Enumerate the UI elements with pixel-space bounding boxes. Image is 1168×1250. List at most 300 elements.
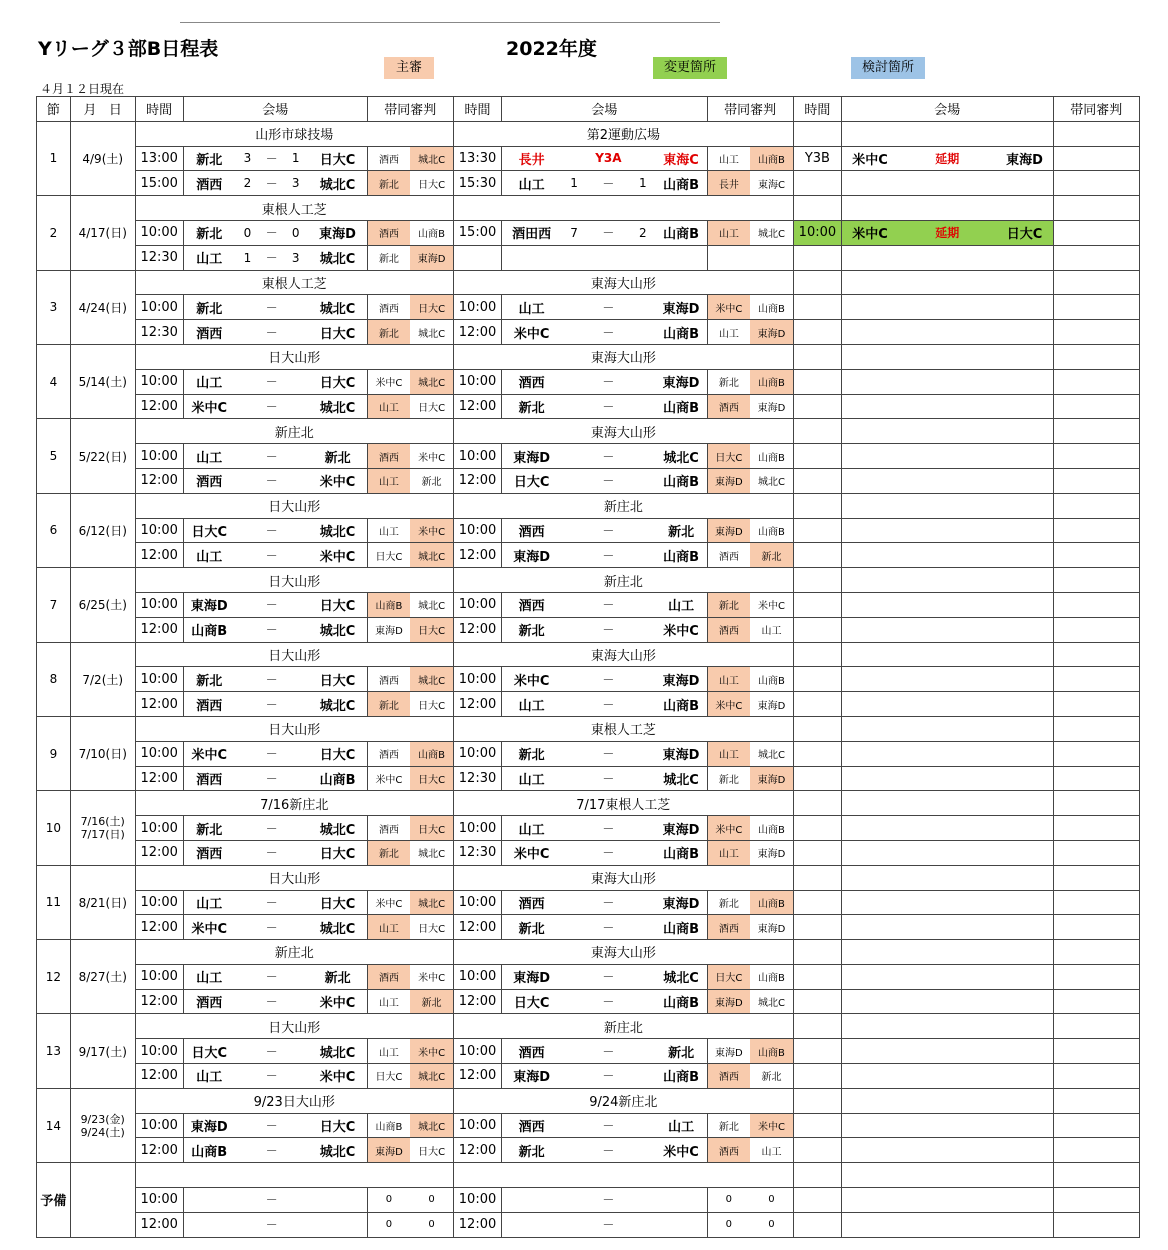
away-score <box>630 692 656 717</box>
match-time: 10:00 <box>453 369 501 394</box>
score-separator: － <box>587 1188 630 1213</box>
venue-row <box>37 270 1140 295</box>
referee-2: 東海D <box>750 394 793 419</box>
away-score: 3 <box>283 245 309 270</box>
away-team: 日大C <box>309 146 368 171</box>
match-row <box>37 369 1140 394</box>
match-row <box>37 592 1140 617</box>
reserve-row <box>37 1188 1140 1213</box>
match-row <box>37 989 1140 1014</box>
empty-cell <box>1053 989 1139 1014</box>
match-time: 12:00 <box>135 394 183 419</box>
away-team: 東海D <box>656 890 707 915</box>
match-time: 10:00 <box>453 667 501 692</box>
match-time: 12:00 <box>453 320 501 345</box>
home-score <box>561 816 587 841</box>
home-team: 酒西 <box>502 592 562 617</box>
round-number: 3 <box>37 270 71 344</box>
score-separator: － <box>260 171 283 196</box>
away-score <box>283 964 309 989</box>
round-number: 4 <box>37 344 71 418</box>
match-row <box>37 1138 1140 1163</box>
venue-2: 新庄北 <box>453 1014 793 1039</box>
away-score <box>283 766 309 791</box>
reserve-time: 10:00 <box>135 1188 183 1213</box>
empty-cell <box>793 320 841 345</box>
legend-main-referee: 主審 <box>384 57 434 79</box>
away-team: 城北C <box>309 394 368 419</box>
home-score <box>561 369 587 394</box>
score-separator: － <box>587 468 630 493</box>
away-team: 城北C <box>309 915 368 940</box>
match-time: 10:00 <box>135 518 183 543</box>
referee-2: 山商B <box>750 369 793 394</box>
empty-cell <box>283 1212 309 1237</box>
empty-cell <box>793 816 841 841</box>
round-number: 9 <box>37 716 71 790</box>
empty-cell <box>793 741 841 766</box>
away-team: 東海C <box>656 146 707 171</box>
postponed-label <box>898 171 997 196</box>
away-team: 新北 <box>309 444 368 469</box>
score-separator: － <box>260 766 283 791</box>
score-separator: － <box>587 592 630 617</box>
match-row <box>37 1113 1140 1138</box>
score-separator: － <box>260 964 283 989</box>
referee-1: 山工 <box>707 146 750 171</box>
empty-cell <box>135 1163 453 1188</box>
referee-2: 山商B <box>750 1039 793 1064</box>
empty-cell <box>842 344 1054 369</box>
score-separator: － <box>587 543 630 568</box>
away-team: 山商B <box>656 543 707 568</box>
score-separator: － <box>260 1138 283 1163</box>
empty-cell <box>842 940 1054 965</box>
empty-cell <box>842 766 1054 791</box>
empty-cell <box>235 1188 261 1213</box>
empty-cell <box>1053 865 1139 890</box>
referee-1: 0 <box>367 1188 410 1213</box>
referee-1: 山工 <box>707 220 750 245</box>
away-team: 東海D <box>309 220 368 245</box>
referee-1: 米中C <box>367 890 410 915</box>
home-score <box>561 468 587 493</box>
away-score <box>283 989 309 1014</box>
empty-cell <box>793 989 841 1014</box>
match-time: 12:00 <box>453 989 501 1014</box>
empty-cell <box>793 766 841 791</box>
score-separator <box>587 245 630 270</box>
empty-cell <box>842 196 1054 221</box>
score-separator: － <box>260 816 283 841</box>
referee-2: 山商B <box>750 518 793 543</box>
away-score <box>630 667 656 692</box>
score-separator: － <box>260 518 283 543</box>
venue-1: 7/16新庄北 <box>135 791 453 816</box>
venue-2: 東海大山形 <box>453 642 793 667</box>
away-team: 新北 <box>656 1039 707 1064</box>
venue-2: 東海大山形 <box>453 344 793 369</box>
referee-2: 東海D <box>410 245 453 270</box>
home-team: 東海D <box>502 1064 562 1089</box>
home-team: 酒西 <box>502 1113 562 1138</box>
score-separator: － <box>587 989 630 1014</box>
score-separator: － <box>260 468 283 493</box>
match-time: 10:00 <box>453 518 501 543</box>
venue-2: 東海大山形 <box>453 940 793 965</box>
match-time: 12:00 <box>135 915 183 940</box>
referee-1: 酒西 <box>707 1064 750 1089</box>
empty-cell <box>793 716 841 741</box>
referee-1: 0 <box>707 1212 750 1237</box>
match-row <box>37 543 1140 568</box>
score-separator: － <box>587 1138 630 1163</box>
empty-cell <box>842 444 1054 469</box>
referee-2: 新北 <box>750 543 793 568</box>
home-team-3 <box>842 245 898 270</box>
empty-cell <box>1053 394 1139 419</box>
away-team: 日大C <box>309 890 368 915</box>
home-team: 東海D <box>502 964 562 989</box>
empty-cell <box>1053 171 1139 196</box>
away-team: 米中C <box>309 543 368 568</box>
score-separator: － <box>587 394 630 419</box>
referee-2: 日大C <box>410 766 453 791</box>
match-time-3 <box>793 245 841 270</box>
empty-cell <box>1053 121 1139 146</box>
referee-1: 山商B <box>367 592 410 617</box>
match-time: 10:00 <box>135 741 183 766</box>
home-team: 山工 <box>502 692 562 717</box>
referee-2: 新北 <box>410 468 453 493</box>
away-team: 日大C <box>309 592 368 617</box>
empty-cell <box>561 1188 587 1213</box>
away-team: 日大C <box>309 1113 368 1138</box>
round-number: 1 <box>37 121 71 195</box>
match-time: 15:00 <box>135 171 183 196</box>
empty-cell <box>1053 890 1139 915</box>
away-score <box>283 1138 309 1163</box>
home-score <box>561 1064 587 1089</box>
venue-1: 日大山形 <box>135 642 453 667</box>
referee-1: 新北 <box>367 692 410 717</box>
match-row <box>37 1039 1140 1064</box>
away-score <box>283 915 309 940</box>
venue-2: 新庄北 <box>453 493 793 518</box>
home-score <box>561 444 587 469</box>
referee-2: 米中C <box>750 1113 793 1138</box>
home-team: 米中C <box>502 840 562 865</box>
empty-cell <box>1053 196 1139 221</box>
round-date: 7/2(土) <box>70 642 135 716</box>
empty-cell <box>1053 692 1139 717</box>
away-score: 1 <box>283 146 309 171</box>
referee-1: 酒西 <box>367 295 410 320</box>
referee-2: 東海D <box>750 692 793 717</box>
home-team: 米中C <box>183 741 234 766</box>
away-score <box>630 369 656 394</box>
home-team: 酒西 <box>502 890 562 915</box>
empty-cell <box>1053 1163 1139 1188</box>
home-score <box>561 518 587 543</box>
score-separator: － <box>260 146 283 171</box>
score-separator: － <box>260 617 283 642</box>
col-ref-3: 帯同審判 <box>1053 97 1139 122</box>
away-team: 米中C <box>309 1064 368 1089</box>
empty-cell <box>842 741 1054 766</box>
home-score <box>235 964 261 989</box>
empty-cell <box>1053 1064 1139 1089</box>
empty-cell <box>793 915 841 940</box>
round-number: 10 <box>37 791 71 865</box>
match-time: 10:00 <box>135 1039 183 1064</box>
empty-cell <box>1053 245 1139 270</box>
venue-1: 日大山形 <box>135 865 453 890</box>
empty-cell <box>793 444 841 469</box>
empty-cell <box>1053 444 1139 469</box>
round-date: 9/17(土) <box>70 1014 135 1088</box>
referee-1: 新北 <box>367 840 410 865</box>
away-score <box>283 1064 309 1089</box>
home-score: 1 <box>561 171 587 196</box>
empty-cell <box>793 1088 841 1113</box>
away-score <box>630 295 656 320</box>
referee-1: 0 <box>707 1188 750 1213</box>
away-team: 城北C <box>309 171 368 196</box>
home-team: 酒西 <box>502 518 562 543</box>
away-team: 城北C <box>656 444 707 469</box>
home-team: 新北 <box>183 146 234 171</box>
home-team: 酒西 <box>502 369 562 394</box>
away-score <box>283 543 309 568</box>
away-score <box>630 816 656 841</box>
referee-1: 山工 <box>707 667 750 692</box>
home-team: 日大C <box>183 518 234 543</box>
empty-cell <box>793 270 841 295</box>
home-team: 新北 <box>502 617 562 642</box>
score-separator: － <box>260 394 283 419</box>
reserve-time: 12:00 <box>135 1212 183 1237</box>
venue-1: 日大山形 <box>135 1014 453 1039</box>
away-team: 城北C <box>656 964 707 989</box>
home-score <box>235 543 261 568</box>
empty-cell <box>793 1064 841 1089</box>
empty-cell <box>283 1188 309 1213</box>
empty-cell <box>842 964 1054 989</box>
away-team: 日大C <box>309 741 368 766</box>
match-time: 10:00 <box>135 1113 183 1138</box>
home-score <box>561 1138 587 1163</box>
empty-cell <box>793 692 841 717</box>
home-score: 3 <box>235 146 261 171</box>
home-team: 山工 <box>183 444 234 469</box>
away-team: 日大C <box>309 320 368 345</box>
home-score <box>561 989 587 1014</box>
round-date: 4/9(土) <box>70 121 135 195</box>
empty-cell <box>309 1212 368 1237</box>
venue-2: 東根人工芝 <box>453 716 793 741</box>
home-score <box>235 766 261 791</box>
home-team: 東海D <box>502 444 562 469</box>
match-time: 12:00 <box>135 692 183 717</box>
referee-2: 山商B <box>410 741 453 766</box>
score-separator: － <box>587 369 630 394</box>
away-score <box>283 320 309 345</box>
away-team: 城北C <box>309 295 368 320</box>
referee-1: 山工 <box>707 741 750 766</box>
empty-cell <box>1053 1113 1139 1138</box>
away-team: 日大C <box>309 667 368 692</box>
home-score <box>235 890 261 915</box>
away-score: 0 <box>283 220 309 245</box>
away-score <box>630 964 656 989</box>
venue-1: 東根人工芝 <box>135 196 453 221</box>
venue-2 <box>453 196 793 221</box>
match-time: 13:30 <box>453 146 501 171</box>
match-row <box>37 692 1140 717</box>
score-separator: － <box>260 1113 283 1138</box>
empty-cell <box>793 518 841 543</box>
empty-cell <box>1053 1188 1139 1213</box>
away-team: 城北C <box>309 518 368 543</box>
away-score <box>283 667 309 692</box>
match-time: 13:00 <box>135 146 183 171</box>
away-score <box>630 890 656 915</box>
match-time: 10:00 <box>135 220 183 245</box>
home-score <box>561 766 587 791</box>
referee-1: 新北 <box>707 766 750 791</box>
away-score <box>630 592 656 617</box>
match-time-3: 10:00 <box>793 220 841 245</box>
match-time: 12:30 <box>135 245 183 270</box>
away-team: 城北C <box>309 692 368 717</box>
home-score: 2 <box>235 171 261 196</box>
match-row <box>37 667 1140 692</box>
away-score <box>630 741 656 766</box>
match-row <box>37 816 1140 841</box>
empty-cell <box>1053 816 1139 841</box>
away-team-3: 日大C <box>997 220 1053 245</box>
match-time-3: Y3B <box>793 146 841 171</box>
score-separator: － <box>260 692 283 717</box>
away-score <box>630 766 656 791</box>
score-separator: － <box>260 890 283 915</box>
home-team: 日大C <box>183 1039 234 1064</box>
match-row <box>37 220 1140 245</box>
referee-2: 米中C <box>410 518 453 543</box>
referee-1 <box>707 245 750 270</box>
away-score <box>630 146 656 171</box>
referee-2: 山商B <box>750 295 793 320</box>
empty-cell <box>842 295 1054 320</box>
score-separator: － <box>260 1212 283 1237</box>
col-ref-2: 帯同審判 <box>707 97 793 122</box>
match-time <box>453 245 501 270</box>
round-number: 6 <box>37 493 71 567</box>
postponed-label: 延期 <box>898 220 997 245</box>
referee-1: 米中C <box>367 766 410 791</box>
empty-cell <box>793 419 841 444</box>
venue-row <box>37 642 1140 667</box>
referee-2: 山工 <box>750 617 793 642</box>
away-team: 山商B <box>656 394 707 419</box>
away-team: 日大C <box>309 369 368 394</box>
score-separator: － <box>587 840 630 865</box>
home-score <box>235 369 261 394</box>
venue-row <box>37 121 1140 146</box>
match-row <box>37 468 1140 493</box>
match-time: 12:00 <box>135 840 183 865</box>
score-separator: － <box>260 369 283 394</box>
home-score: 0 <box>235 220 261 245</box>
home-score <box>561 543 587 568</box>
col-venue-3: 会場 <box>842 97 1054 122</box>
referee-1: 米中C <box>367 369 410 394</box>
away-score <box>630 444 656 469</box>
referee-2: 山商B <box>410 220 453 245</box>
away-score <box>630 543 656 568</box>
col-venue-1: 会場 <box>183 97 367 122</box>
round-date: 4/17(日) <box>70 196 135 270</box>
referee-2 <box>750 245 793 270</box>
score-separator: － <box>587 518 630 543</box>
referee-2: 米中C <box>410 964 453 989</box>
empty-cell <box>1053 1212 1139 1237</box>
match-time: 15:00 <box>453 220 501 245</box>
score-separator: － <box>587 915 630 940</box>
home-score <box>561 667 587 692</box>
reserve-label: 予備 <box>37 1163 71 1237</box>
empty-cell <box>793 1188 841 1213</box>
page-title: Yリーグ３部B日程表 <box>38 38 219 60</box>
match-time: 12:00 <box>135 1138 183 1163</box>
match-row <box>37 964 1140 989</box>
home-score: 7 <box>561 220 587 245</box>
referee-2: 日大C <box>410 171 453 196</box>
col-ref-1: 帯同審判 <box>367 97 453 122</box>
match-row <box>37 320 1140 345</box>
match-time: 12:00 <box>453 394 501 419</box>
round-number: 11 <box>37 865 71 939</box>
away-team: 山商B <box>656 692 707 717</box>
match-row <box>37 171 1140 196</box>
referee-1: 新北 <box>707 890 750 915</box>
referee-2: 山商B <box>750 890 793 915</box>
round-number: 7 <box>37 568 71 642</box>
round-number: 12 <box>37 940 71 1014</box>
match-time: 10:00 <box>453 816 501 841</box>
match-time: 10:00 <box>135 890 183 915</box>
venue-2: 7/17東根人工芝 <box>453 791 793 816</box>
empty-cell <box>842 543 1054 568</box>
home-team <box>502 245 562 270</box>
home-score <box>561 1039 587 1064</box>
home-team: 新北 <box>502 1138 562 1163</box>
referee-1: 東海D <box>367 1138 410 1163</box>
empty-cell <box>842 518 1054 543</box>
empty-cell <box>561 1212 587 1237</box>
home-team: 米中C <box>183 915 234 940</box>
away-team: 山商B <box>656 468 707 493</box>
round-number: 14 <box>37 1088 71 1162</box>
venue-1: 新庄北 <box>135 419 453 444</box>
score-separator: － <box>587 220 630 245</box>
referee-2: 山商B <box>750 444 793 469</box>
home-score <box>235 1064 261 1089</box>
match-row <box>37 394 1140 419</box>
empty-cell <box>1053 320 1139 345</box>
season-year: 2022年度 <box>506 38 597 60</box>
